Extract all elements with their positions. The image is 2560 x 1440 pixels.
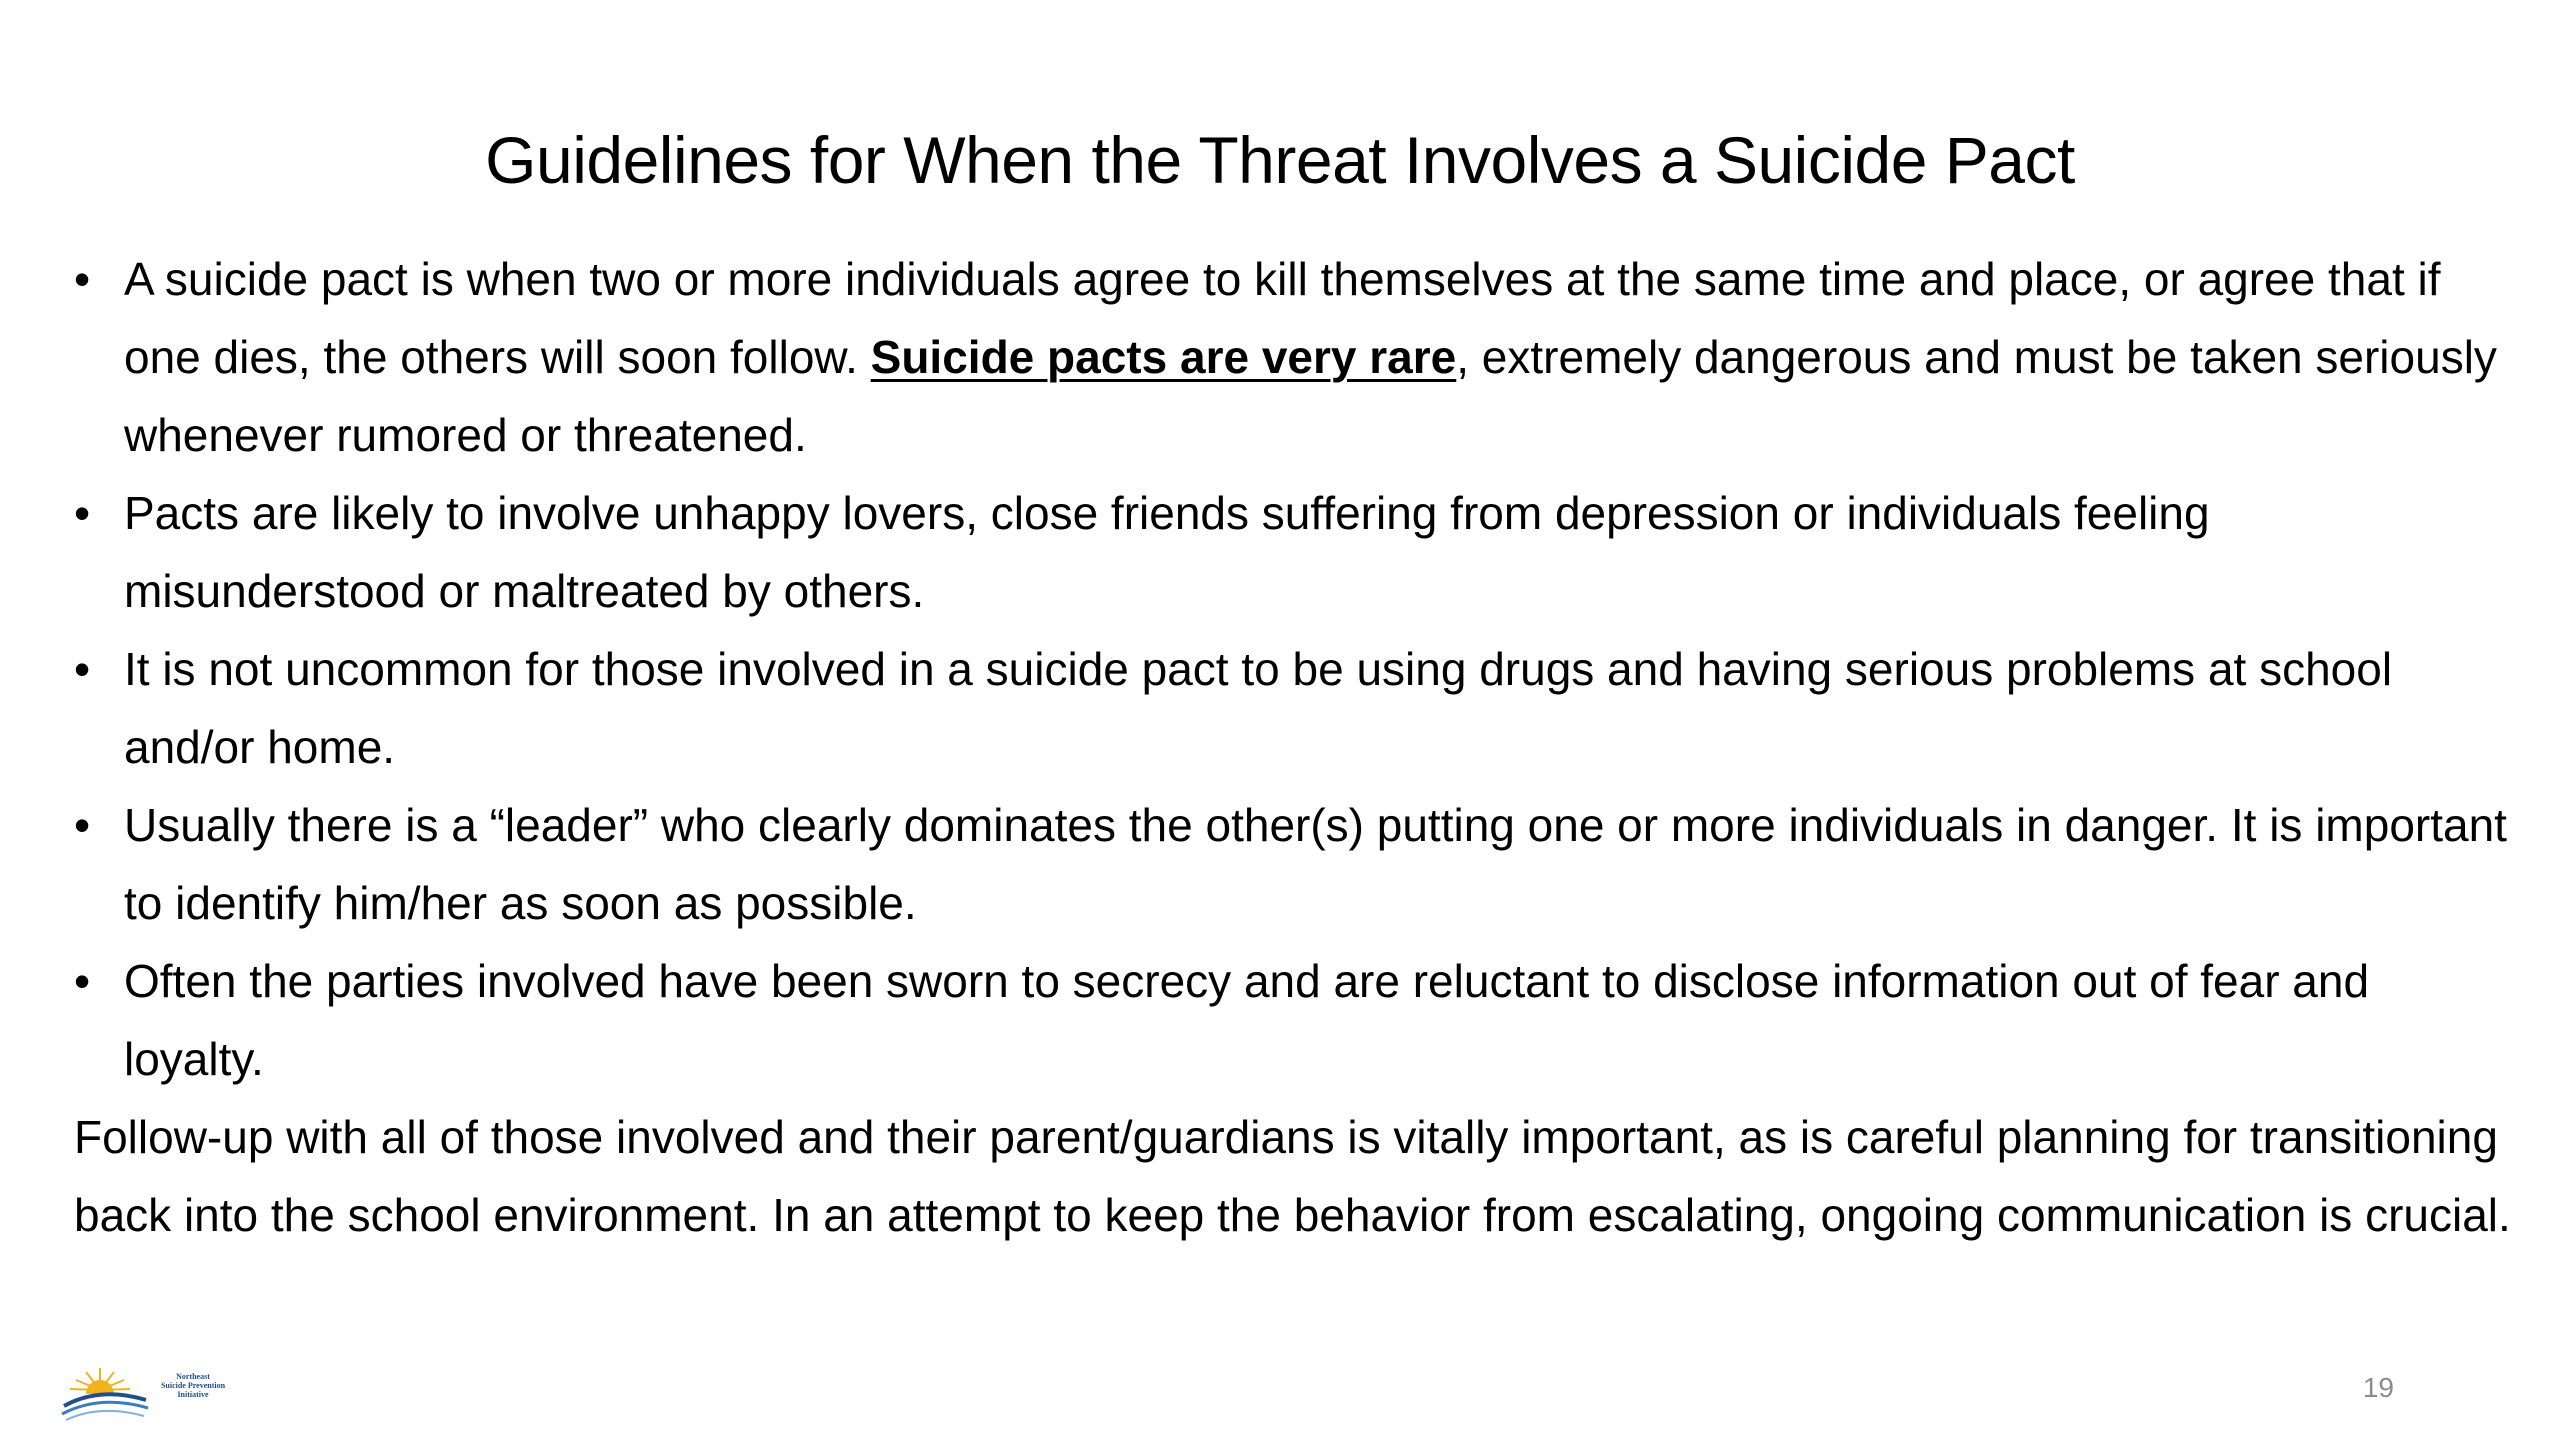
bullet-list <box>74 240 2514 1098</box>
bullet-text: Usually there is a “leader” who clearly dominates the other(s) putting one or more individuals in danger. It is important to identify him/her as soon as possible. <box>124 799 2507 929</box>
bullet-item <box>74 240 2514 474</box>
bullet-item <box>74 630 2514 786</box>
bullet-item <box>74 474 2514 630</box>
closing-paragraph: Follow-up with all of those involved and their parent/guardians is vitally important, as is careful planning for transitioning back into the school environment. In an attempt to keep the behavior from escalating, ongoing communication is crucial. <box>74 1111 2511 1241</box>
slide-content <box>74 240 2514 1254</box>
sunrise-logo-icon <box>60 1362 150 1422</box>
bullet-text-before: A suicide pact is when two or more individuals agree to kill themselves at the same time and place, or agree that if one dies, the others will soon follow. <box>124 253 2441 383</box>
bullet-text: It is not uncommon for those involved in a suicide pact to be using drugs and having serious problems at school and/or home. <box>124 643 2393 773</box>
bullet-item <box>74 942 2514 1098</box>
bullet-emphasis: Suicide pacts are very rare <box>870 331 1457 383</box>
logo-text-line: Northeast <box>176 1372 210 1381</box>
bullet-dot-icon: • <box>74 955 91 1007</box>
bullet-item <box>74 786 2514 942</box>
bullet-dot-icon: • <box>74 643 91 695</box>
bullet-text: Pacts are likely to involve unhappy lovers, close friends suffering from depression or individuals feeling misunderstood or maltreated by others. <box>124 487 2210 617</box>
bullet-dot-icon: • <box>74 253 91 305</box>
slide-title: Guidelines for When the Threat Involves a Suicide Pact <box>485 123 2075 197</box>
bullet-dot-icon: • <box>74 799 91 851</box>
bullet-text: Often the parties involved have been sworn to secrecy and are reluctant to disclose information out of fear and loyalty. <box>124 955 2370 1085</box>
page-number: 19 <box>2362 1372 2394 1403</box>
logo-text-line: Suicide Prevention <box>160 1381 226 1390</box>
bullet-text-after: , extremely dangerous and must be taken seriously whenever rumored or threatened. <box>124 331 2497 461</box>
logo-text <box>148 1372 238 1399</box>
bullet-dot-icon: • <box>74 487 91 539</box>
logo-text-line: Initiative <box>177 1390 209 1399</box>
organization-logo <box>60 1362 240 1422</box>
